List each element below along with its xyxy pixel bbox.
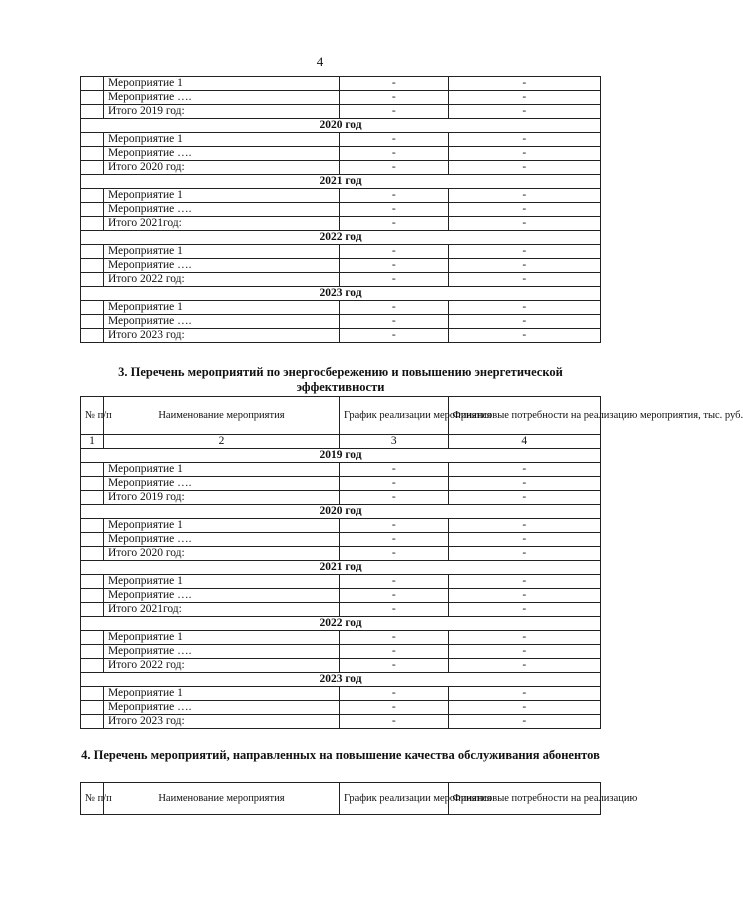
event-name: Мероприятие 1: [103, 133, 339, 147]
table-row: [81, 133, 601, 147]
total-label: Итого 2019 год:: [103, 105, 339, 119]
row-number-cell: [81, 603, 104, 617]
total-row: [81, 659, 601, 673]
table-row: [81, 477, 601, 491]
table-row: [81, 575, 601, 589]
total-row: [81, 603, 601, 617]
schedule-cell: -: [339, 603, 448, 617]
row-number-cell: [81, 463, 104, 477]
row-number-cell: [81, 631, 104, 645]
schedule-cell: -: [339, 589, 448, 603]
table-row: [81, 245, 601, 259]
total-label: Итого 2020 год:: [103, 547, 339, 561]
row-number-cell: [81, 273, 104, 287]
row-number-cell: [81, 575, 104, 589]
total-row: [81, 547, 601, 561]
finance-cell: -: [448, 329, 600, 343]
schedule-cell: -: [339, 547, 448, 561]
energy-saving-events-table: [80, 396, 743, 729]
schedule-cell: -: [339, 133, 448, 147]
finance-cell: -: [448, 701, 600, 715]
total-row: [81, 491, 601, 505]
total-label: Итого 2019 год:: [103, 491, 339, 505]
events-table-continued: [80, 76, 601, 343]
service-quality-events-table: [80, 782, 638, 815]
row-number-cell: [81, 659, 104, 673]
total-row: [81, 329, 601, 343]
total-label: Итого 2021год:: [103, 603, 339, 617]
year-heading: 2021 год: [81, 175, 601, 189]
finance-cell: -: [448, 315, 600, 329]
schedule-cell: -: [339, 463, 448, 477]
row-number-cell: [81, 329, 104, 343]
header-schedule: График реализации мероприятия: [339, 397, 448, 435]
event-name: Мероприятие 1: [103, 301, 339, 315]
row-number-cell: [81, 547, 104, 561]
finance-cell: -: [448, 189, 600, 203]
finance-cell: -: [448, 687, 600, 701]
schedule-cell: -: [339, 491, 448, 505]
row-number-cell: [81, 105, 104, 119]
schedule-cell: -: [339, 329, 448, 343]
table-row: [81, 77, 601, 91]
row-number-cell: [81, 147, 104, 161]
event-name: Мероприятие ….: [103, 589, 339, 603]
table-row: [81, 687, 601, 701]
schedule-cell: -: [339, 105, 448, 119]
header-event-name: Наименование мероприятия: [103, 397, 339, 435]
year-heading: 2023 год: [81, 673, 601, 687]
finance-cell: -: [448, 273, 600, 287]
row-number-cell: [81, 519, 104, 533]
row-number-cell: [81, 715, 104, 729]
year-heading: 2022 год: [81, 617, 601, 631]
schedule-cell: -: [339, 217, 448, 231]
row-number-cell: [81, 687, 104, 701]
total-row: [81, 161, 601, 175]
table-row: [81, 631, 601, 645]
total-label: Итого 2023 год:: [103, 715, 339, 729]
section-4-title: 4. Перечень мероприятий, направленных на повышение качества обслуживания абонентов: [81, 748, 600, 762]
table-row: [81, 203, 601, 217]
row-number-cell: [81, 133, 104, 147]
event-name: Мероприятие ….: [103, 259, 339, 273]
header-financial-needs: Финансовые потребности на реализацию мероприятия, тыс. руб.: [448, 397, 600, 435]
event-name: Мероприятие ….: [103, 91, 339, 105]
finance-cell: -: [448, 631, 600, 645]
finance-cell: -: [448, 161, 600, 175]
row-number-cell: [81, 217, 104, 231]
event-name: Мероприятие ….: [103, 147, 339, 161]
row-number-cell: [81, 245, 104, 259]
row-number-cell: [81, 161, 104, 175]
schedule-cell: -: [339, 575, 448, 589]
year-heading: 2020 год: [81, 505, 601, 519]
finance-cell: -: [448, 575, 600, 589]
header-number: № п/п: [81, 783, 104, 815]
row-number-cell: [81, 491, 104, 505]
finance-cell: -: [448, 519, 600, 533]
finance-cell: -: [448, 217, 600, 231]
finance-cell: -: [448, 547, 600, 561]
event-name: Мероприятие 1: [103, 631, 339, 645]
event-name: Мероприятие 1: [103, 575, 339, 589]
finance-cell: -: [448, 645, 600, 659]
total-row: [81, 715, 601, 729]
row-number-cell: [81, 477, 104, 491]
total-label: Итого 2022 год:: [103, 273, 339, 287]
finance-cell: -: [448, 463, 600, 477]
table-row: [81, 189, 601, 203]
year-heading: 2023 год: [81, 287, 601, 301]
year-heading: 2021 год: [81, 561, 601, 575]
row-number-cell: [81, 77, 104, 91]
table-row: [81, 519, 601, 533]
event-name: Мероприятие ….: [103, 315, 339, 329]
schedule-cell: -: [339, 245, 448, 259]
header-number: № п/п: [81, 397, 104, 435]
finance-cell: -: [448, 659, 600, 673]
year-heading: 2020 год: [81, 119, 601, 133]
schedule-cell: -: [339, 715, 448, 729]
schedule-cell: -: [339, 273, 448, 287]
schedule-cell: -: [339, 77, 448, 91]
schedule-cell: -: [339, 687, 448, 701]
section-3-title: 3. Перечень мероприятий по энергосбережению и повышению энергетической эффективности: [118, 365, 563, 394]
year-heading: 2019 год: [81, 449, 601, 463]
row-number-cell: [81, 301, 104, 315]
event-name: Мероприятие 1: [103, 189, 339, 203]
schedule-cell: -: [339, 259, 448, 273]
table-row: [81, 463, 601, 477]
schedule-cell: -: [339, 315, 448, 329]
finance-cell: -: [448, 477, 600, 491]
finance-cell: -: [448, 259, 600, 273]
total-label: Итого 2021год:: [103, 217, 339, 231]
table-row: [81, 645, 601, 659]
schedule-cell: -: [339, 533, 448, 547]
row-number-cell: [81, 533, 104, 547]
schedule-cell: -: [339, 477, 448, 491]
event-name: Мероприятие 1: [103, 687, 339, 701]
schedule-cell: -: [339, 701, 448, 715]
row-number-cell: [81, 203, 104, 217]
schedule-cell: -: [339, 161, 448, 175]
total-row: [81, 217, 601, 231]
table-row: [81, 701, 601, 715]
total-row: [81, 105, 601, 119]
header-event-name: Наименование мероприятия: [103, 783, 339, 815]
finance-cell: -: [448, 91, 600, 105]
column-number-1: 1: [81, 435, 104, 449]
header-schedule: График реализации мероприятия: [339, 783, 448, 815]
finance-cell: -: [448, 245, 600, 259]
event-name: Мероприятие ….: [103, 645, 339, 659]
finance-cell: -: [448, 491, 600, 505]
table-row: [81, 589, 601, 603]
total-label: Итого 2020 год:: [103, 161, 339, 175]
finance-cell: -: [448, 203, 600, 217]
finance-cell: -: [448, 105, 600, 119]
event-name: Мероприятие ….: [103, 477, 339, 491]
row-number-cell: [81, 315, 104, 329]
event-name: Мероприятие 1: [103, 245, 339, 259]
event-name: Мероприятие ….: [103, 701, 339, 715]
header-financial-needs: Финансовые потребности на реализацию: [448, 783, 600, 815]
column-number-4: 4: [448, 435, 600, 449]
total-label: Итого 2022 год:: [103, 659, 339, 673]
event-name: Мероприятие 1: [103, 77, 339, 91]
finance-cell: -: [448, 715, 600, 729]
finance-cell: -: [448, 589, 600, 603]
row-number-cell: [81, 701, 104, 715]
finance-cell: -: [448, 301, 600, 315]
table-row: [81, 533, 601, 547]
finance-cell: -: [448, 533, 600, 547]
page-number: 4: [316, 54, 324, 69]
finance-cell: -: [448, 603, 600, 617]
schedule-cell: -: [339, 301, 448, 315]
schedule-cell: -: [339, 519, 448, 533]
schedule-cell: -: [339, 189, 448, 203]
schedule-cell: -: [339, 659, 448, 673]
column-number-2: 2: [103, 435, 339, 449]
table-row: [81, 301, 601, 315]
total-row: [81, 273, 601, 287]
finance-cell: -: [448, 77, 600, 91]
event-name: Мероприятие ….: [103, 533, 339, 547]
total-label: Итого 2023 год:: [103, 329, 339, 343]
finance-cell: -: [448, 133, 600, 147]
schedule-cell: -: [339, 203, 448, 217]
row-number-cell: [81, 589, 104, 603]
row-number-cell: [81, 259, 104, 273]
year-heading: 2022 год: [81, 231, 601, 245]
event-name: Мероприятие 1: [103, 519, 339, 533]
row-number-cell: [81, 645, 104, 659]
schedule-cell: -: [339, 631, 448, 645]
column-number-3: 3: [339, 435, 448, 449]
finance-cell: -: [448, 147, 600, 161]
row-number-cell: [81, 189, 104, 203]
event-name: Мероприятие ….: [103, 203, 339, 217]
table-row: [81, 315, 601, 329]
schedule-cell: -: [339, 91, 448, 105]
schedule-cell: -: [339, 147, 448, 161]
table-row: [81, 259, 601, 273]
table-row: [81, 147, 601, 161]
table-row: [81, 91, 601, 105]
event-name: Мероприятие 1: [103, 463, 339, 477]
schedule-cell: -: [339, 645, 448, 659]
row-number-cell: [81, 91, 104, 105]
